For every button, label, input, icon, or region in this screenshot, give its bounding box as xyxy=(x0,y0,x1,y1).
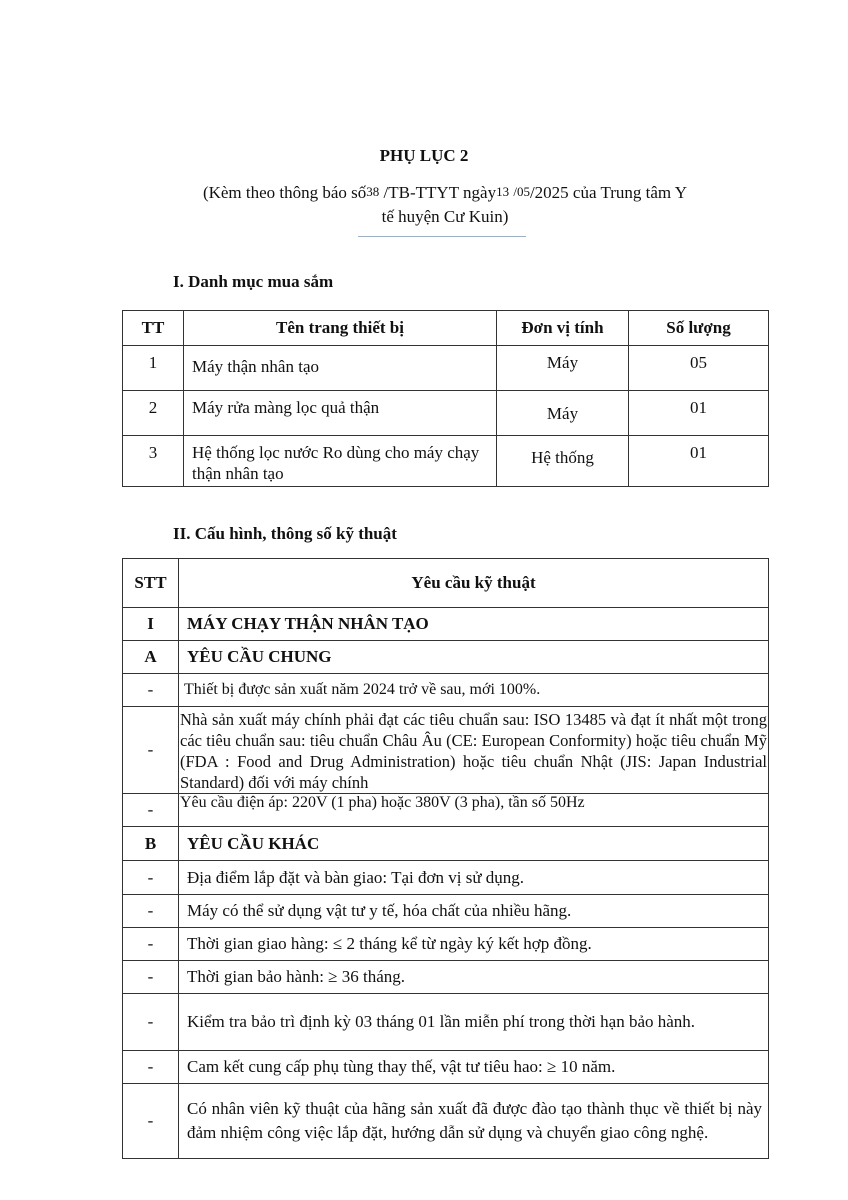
row-stt: - xyxy=(123,895,179,928)
divider xyxy=(358,236,526,237)
row-text: Thời gian giao hàng: ≤ 2 tháng kể từ ngày ký kết hợp đồng. xyxy=(179,928,769,961)
row-stt: A xyxy=(123,641,179,674)
table-row xyxy=(123,391,769,436)
subtitle-part1: (Kèm theo thông báo số xyxy=(202,183,367,202)
col-unit: Đơn vị tính xyxy=(497,311,629,346)
row-name: Máy rửa màng lọc quả thận xyxy=(184,391,497,436)
specification-table xyxy=(122,558,769,1159)
row-stt: - xyxy=(123,928,179,961)
row-qty: 01 xyxy=(629,391,769,436)
row-stt: I xyxy=(123,608,179,641)
row-stt: - xyxy=(123,861,179,895)
notice-number: 38 xyxy=(366,184,380,199)
document-subtitle xyxy=(150,180,740,229)
table-row xyxy=(123,641,769,674)
notice-day: 13 xyxy=(496,184,510,199)
row-text: Nhà sản xuất máy chính phải đạt các tiêu chuẩn sau: ISO 13485 và đạt ít nhất một trong các tiêu chuẩn sau: tiêu chuẩn Châu Âu (CE: European Conformity) hoặc tiêu chuẩn Mỹ (FDA : Food and Drug Administration) hoặc tiêu chuẩn Nhật (JIS: Japan Industrial Standard) đối với máy chính xyxy=(179,707,769,794)
row-text: Có nhân viên kỹ thuật của hãng sản xuất đã được đào tạo thành thục về thiết bị này đảm nhiệm công việc lắp đặt, hướng dẫn sử dụng và chuyển giao công nghệ. xyxy=(179,1084,769,1159)
row-unit: Hệ thống xyxy=(497,436,629,487)
section2-heading: II. Cấu hình, thông số kỹ thuật xyxy=(173,524,397,543)
row-name: Máy thận nhân tạo xyxy=(184,346,497,391)
row-text: MÁY CHẠY THẬN NHÂN TẠO xyxy=(179,608,769,641)
row-text: Yêu cầu điện áp: 220V (1 pha) hoặc 380V (3 pha), tần số 50Hz xyxy=(179,794,769,827)
row-stt: - xyxy=(123,707,179,794)
row-qty: 01 xyxy=(629,436,769,487)
table-row xyxy=(123,436,769,487)
table-row xyxy=(123,608,769,641)
col-name: Tên trang thiết bị xyxy=(184,311,497,346)
row-tt: 2 xyxy=(123,391,184,436)
document-title: PHỤ LỤC 2 xyxy=(379,146,469,165)
table-row xyxy=(123,861,769,895)
procurement-table xyxy=(122,310,769,487)
row-tt: 3 xyxy=(123,436,184,487)
table-row xyxy=(123,1084,769,1159)
subtitle-part2: /TB-TTYT ngày xyxy=(383,183,497,202)
col-stt: STT xyxy=(123,559,179,608)
row-text: Máy có thể sử dụng vật tư y tế, hóa chất của nhiều hãng. xyxy=(179,895,769,928)
row-stt: - xyxy=(123,794,179,827)
table-row xyxy=(123,707,769,794)
table-row xyxy=(123,961,769,994)
table-row xyxy=(123,346,769,391)
date-slash: / xyxy=(513,184,517,199)
row-name: Hệ thống lọc nước Ro dùng cho máy chạy thận nhân tạo xyxy=(184,436,497,487)
subtitle-part3: /2025 của Trung tâm Y xyxy=(529,183,688,202)
row-text: Thiết bị được sản xuất năm 2024 trở về sau, mới 100%. xyxy=(179,674,769,707)
table-row xyxy=(123,928,769,961)
row-stt: - xyxy=(123,674,179,707)
subtitle-line2: tế huyện Cư Kuin) xyxy=(381,207,509,226)
row-stt: - xyxy=(123,994,179,1051)
table-row xyxy=(123,1051,769,1084)
row-stt: B xyxy=(123,827,179,861)
col-tt: TT xyxy=(123,311,184,346)
notice-month: 05 xyxy=(516,184,530,199)
row-unit: Máy xyxy=(497,346,629,391)
table-header-row xyxy=(123,311,769,346)
row-stt: - xyxy=(123,1084,179,1159)
row-text: YÊU CẦU KHÁC xyxy=(179,827,769,861)
row-unit: Máy xyxy=(497,391,629,436)
table-row xyxy=(123,674,769,707)
section1-heading: I. Danh mục mua sắm xyxy=(173,272,334,291)
table-row xyxy=(123,994,769,1051)
row-text: Địa điểm lắp đặt và bàn giao: Tại đơn vị sử dụng. xyxy=(179,861,769,895)
table-header-row xyxy=(123,559,769,608)
table-row xyxy=(123,895,769,928)
row-text: Cam kết cung cấp phụ tùng thay thế, vật tư tiêu hao: ≥ 10 năm. xyxy=(179,1051,769,1084)
row-tt: 1 xyxy=(123,346,184,391)
row-stt: - xyxy=(123,1051,179,1084)
row-text: Thời gian bảo hành: ≥ 36 tháng. xyxy=(179,961,769,994)
row-qty: 05 xyxy=(629,346,769,391)
row-stt: - xyxy=(123,961,179,994)
table-row xyxy=(123,794,769,827)
col-qty: Số lượng xyxy=(629,311,769,346)
row-text: YÊU CẦU CHUNG xyxy=(179,641,769,674)
table-row xyxy=(123,827,769,861)
row-text: Kiểm tra bảo trì định kỳ 03 tháng 01 lần miễn phí trong thời hạn bảo hành. xyxy=(179,994,769,1051)
col-requirement: Yêu cầu kỹ thuật xyxy=(179,559,769,608)
